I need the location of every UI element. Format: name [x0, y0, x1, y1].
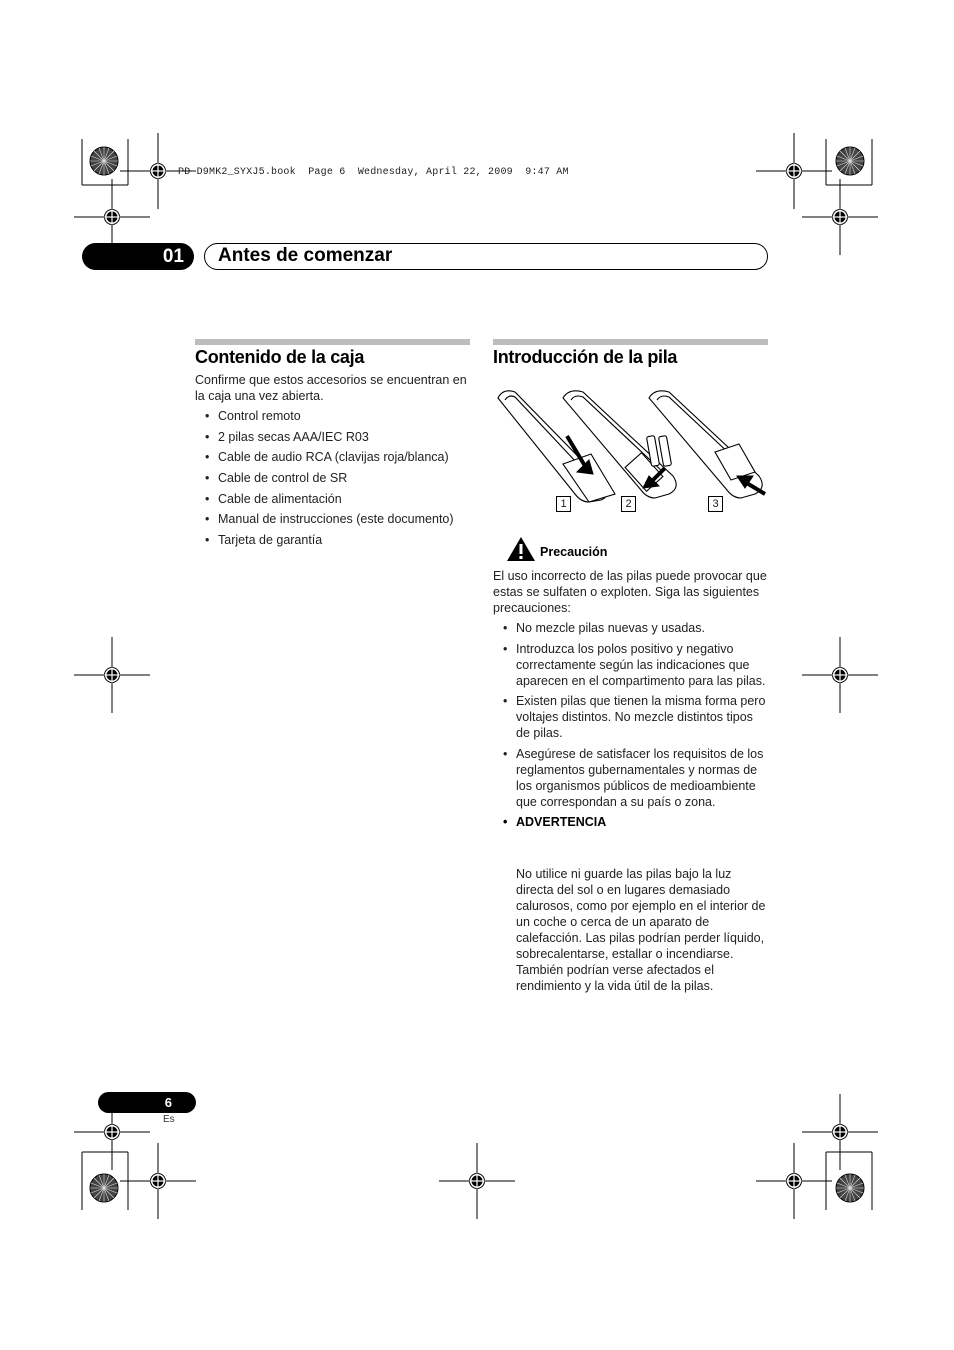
list-item: • 2 pilas secas AAA/IEC R03: [218, 429, 480, 445]
list-item: • Cable de audio RCA (clavijas roja/blanca): [218, 449, 480, 465]
section-title-box-contents: Contenido de la caja: [195, 347, 365, 367]
warning-text: No utilice ni guarde las pilas bajo la luz directa del sol o en lugares demasiado calurosos, como por ejemplo en el interior de un coche o cerca de un aparato de calefacción. Las pilas podrían perder líquido, sobrecalentarse, estallar o incendiarse. También podrían verse afectados el rendimiento y la vida útil de la pilas.: [516, 867, 766, 993]
caution-intro: El uso incorrecto de las pilas puede provocar que estas se sulfaten o exploten. Siga las siguientes precauciones:: [493, 569, 767, 615]
chapter-number: 01: [82, 243, 194, 270]
box-contents-list: [218, 408, 480, 548]
step-number-3: 3: [708, 496, 723, 512]
chapter-title: Antes de comenzar: [218, 245, 393, 266]
page-language: Es: [163, 1114, 175, 1125]
box-contents-intro: Confirme que estos accesorios se encuentran en la caja una vez abierta.: [195, 373, 467, 403]
section-rule-left: [195, 339, 470, 345]
page-number: 6: [98, 1092, 196, 1113]
step-number-1: 1: [556, 496, 571, 512]
list-item: • Asegúrese de satisfacer los requisitos de los reglamentos gubernamentales y normas de los organismos públicos de medioambiente que correspondan a su país o zona.: [516, 746, 770, 810]
warning-heading: • ADVERTENCIA: [516, 814, 770, 830]
section-rule-right: [493, 339, 768, 345]
print-header: PD-D9MK2_SYXJ5.book Page 6 Wednesday, April 22, 2009 9:47 AM: [178, 167, 569, 178]
list-item: • Manual de instrucciones (este documento): [218, 511, 480, 527]
list-item: • Control remoto: [218, 408, 480, 424]
list-item: • Cable de alimentación: [218, 491, 480, 507]
step-number-2: 2: [621, 496, 636, 512]
section-title-battery: Introducción de la pila: [493, 347, 678, 367]
caution-label: Precaución: [540, 545, 608, 559]
list-item: • Introduzca los polos positivo y negativo correctamente según las indicaciones que aparecen en el compartimento para las pilas.: [516, 641, 770, 689]
list-item: • Cable de control de SR: [218, 470, 480, 486]
warning-triangle-icon: [506, 536, 536, 562]
caution-list: [516, 620, 770, 833]
list-item: • No mezcle pilas nuevas y usadas.: [516, 620, 770, 636]
battery-insertion-illustration: [493, 384, 773, 514]
list-item: • Tarjeta de garantía: [218, 532, 480, 548]
list-item: • Existen pilas que tienen la misma forma pero voltajes distintos. No mezcle distintos tipos de pilas.: [516, 693, 770, 741]
